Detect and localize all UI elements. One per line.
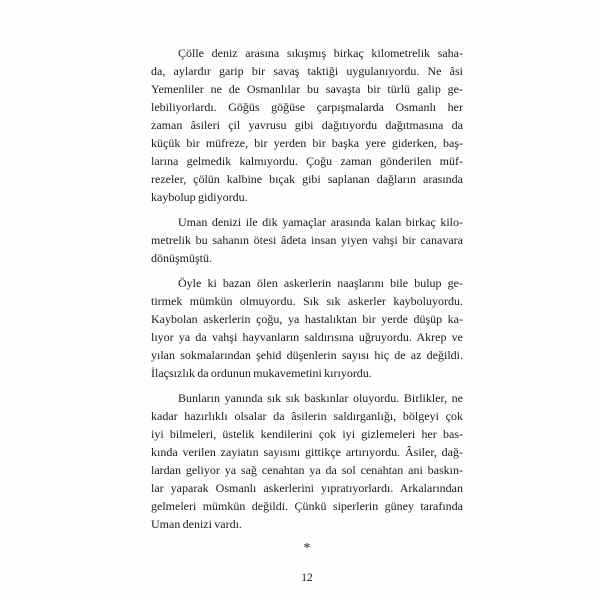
text-line: kında verilen zayiatın sayısını gittikçe artırıyordu. Âsiler, dağ- [151,445,463,459]
text-line: da, aylardır garip bir savaş taktiği uygulanıyordu. Ne âsi [151,64,463,78]
paragraph [151,44,463,206]
text-line: tirmek mümkün olmuyordu. Sık sık askerler kayboluyordu. [151,294,463,308]
text-line: rezeler, çölün kalbine bıçak gibi saplanan dağların arasında [151,172,463,186]
text-line: Uman denizi vardı. [151,517,242,531]
text-line: Uman denizi ile dik yamaçlar arasında kalan birkaç kilo- [178,215,463,229]
text-line: lıyor ya da vahşi hayvanların saldırısına uğruyordu. Akrep ve [151,330,463,344]
text-line: iyi bilmeleri, üstelik kendilerini çok iyi gizlemeleri her bas- [151,427,463,441]
paragraph [151,213,463,267]
paragraph [151,274,463,382]
text-block [151,44,463,584]
text-line: Kaybolan askerlerin çoğu, ya hastalıktan bir yerde düşüp ka- [151,312,463,326]
text-line: lar yaparak Osmanlı askerlerini yıpratıyorlardı. Arkalarından [151,481,463,495]
text-line: larına gelmedik kalmıyordu. Çoğu zaman gönderilen müf- [151,154,463,168]
paragraph [151,389,463,533]
text-line: İlaçsızlık da ordunun mukavemetini kırıyordu. [151,366,372,380]
text-line: lebiliyorlardı. Göğüs göğüse çarpışmalarda Osmanlı her [151,100,463,114]
section-separator-asterisk: * [303,541,311,556]
page-number: 12 [301,572,313,584]
text-line: dönüşmüştü. [151,251,213,265]
text-line: gelmeleri mümkün değildi. Çünkü siperlerin güney tarafında [151,499,463,513]
text-line: kadar hazırlıklı olsalar da âsilerin saldırganlığı, bölgeyi çok [151,409,463,423]
text-line: küçük bir müfreze, bir yerden bir başka yere giderken, baş- [151,136,463,150]
text-line: kaybolup gidiyordu. [151,190,248,204]
text-line: zaman âsileri çil yavrusu gibi dağıtıyordu dağıtmasına da [151,118,463,132]
text-line: Yemenliler ne de Osmanlılar bu savaşta bir türlü galip ge- [151,82,463,96]
text-line: Bunların yanında sık sık baskınlar oluyordu. Birlikler, ne [178,391,463,405]
text-line: metrelik bu sahanın ötesi âdeta insan yiyen vahşi bir canavara [151,233,463,247]
text-line: lardan geliyor ya sağ cenahtan ya da sol cenahtan ani baskın- [151,463,463,477]
text-line: yılan sokmalarından şehid düşenlerin sayısı hiç de az değildi. [151,348,463,362]
text-line: Öyle ki bazan ölen askerlerin naaşlarını bile bulup ge- [178,276,463,290]
text-line: Çölle deniz arasına sıkışmış birkaç kilometrelik saha- [178,46,463,60]
